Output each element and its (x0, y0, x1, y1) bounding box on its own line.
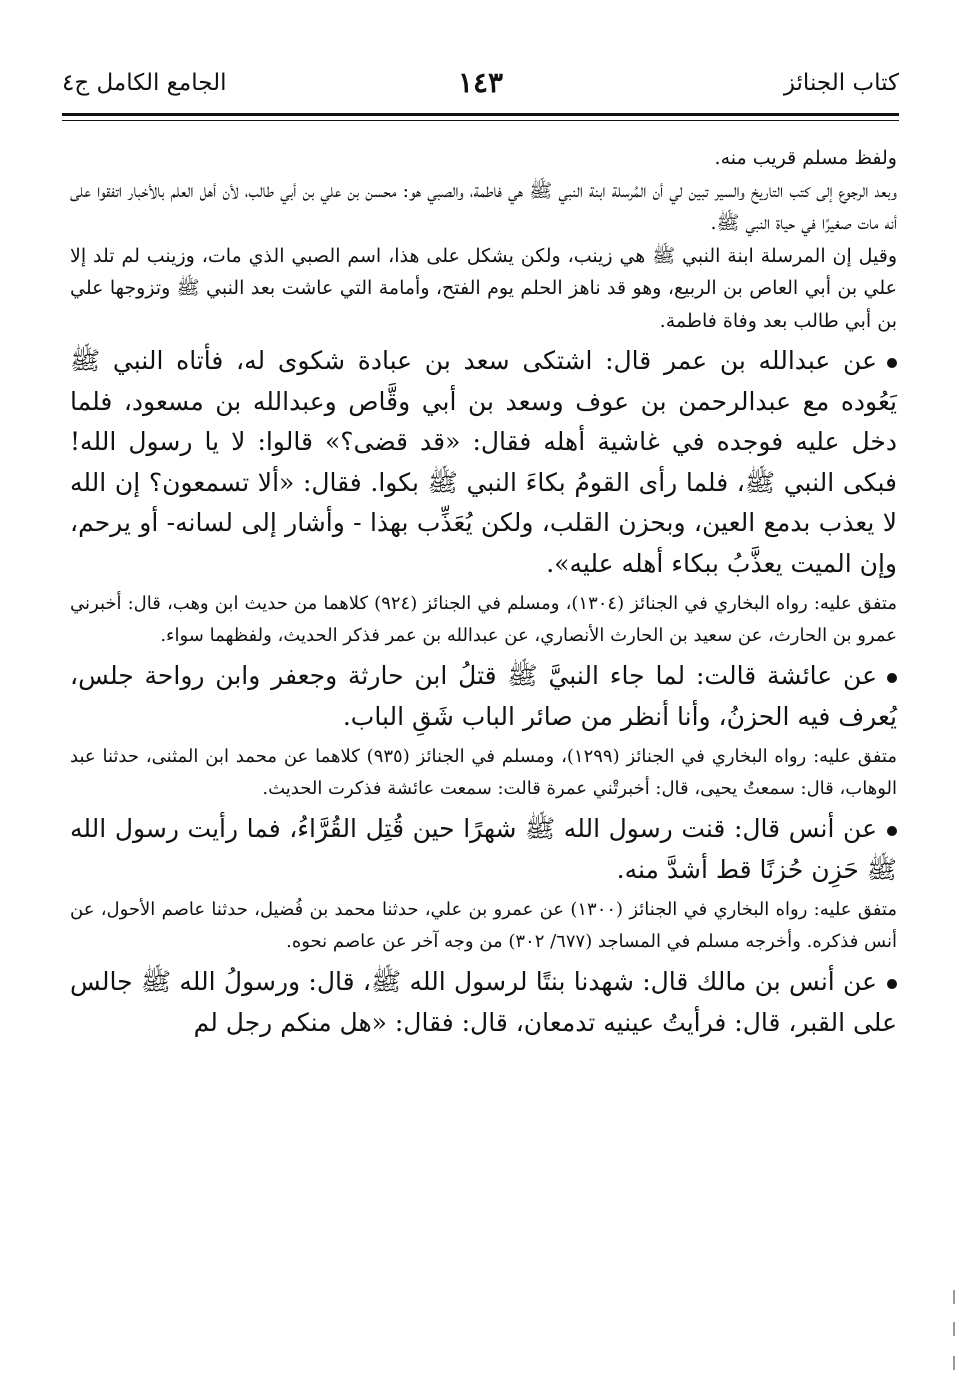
page-body (70, 142, 897, 1043)
body-paragraph: ولفظ مسلم قريب منه. (714, 147, 897, 169)
source-note: متفق عليه: رواه البخاري في الجنائز (١٣٠٤)، ومسلم في الجنائز (٩٢٤) كلاهما من حديث ابن وهب، قال: أخبرني عمرو بن الحارث، عن سعيد بن الحارث الأنصاري، عن عبدالله بن عمر فذكر الحديث، ولفظهما سواء. (70, 593, 897, 646)
bullet-icon (887, 979, 897, 989)
chapter-title: كتاب الجنائز (783, 70, 899, 96)
body-paragraph: وبعد الرجوع إلى كتب التاريخ والسير تبين لي أن المُرسلة ابنة النبي ﷺ هي فاطمة، والصبي هو: محسن بن علي بن أبي طالب، لأن أهل العلم بالأخبار اتفقوا على أنه مات صغيرًا في حياة النبي ﷺ. (70, 179, 897, 234)
book-title: الجامع الكامل ج٤ (62, 70, 227, 96)
bullet-icon (887, 826, 897, 836)
hadith-paragraph (70, 656, 897, 737)
scan-edge-mark (953, 1290, 955, 1304)
scan-edge-mark (953, 1322, 955, 1336)
hadith-text: عن أنس بن مالك قال: شهدنا بنتًا لرسول الله ﷺ، قال: ورسولُ الله ﷺ جالس على القبر، قال: فرأيتُ عينيه تدمعان، قال: فقال: «هل منكم رجل لم (70, 967, 897, 1037)
hadith-text: عن أنس قال: قنت رسول الله ﷺ شهرًا حين قُتِل القُرَّاءُ، فما رأيت رسول الله ﷺ حَزِن حُزنًا قط أشدَّ منه. (70, 814, 897, 884)
hadith-paragraph (70, 962, 897, 1043)
hadith-paragraph (70, 809, 897, 890)
hadith-text: عن عائشة قالت: لما جاء النبيَّ ﷺ قتلُ ابن حارثة وجعفر وابن رواحة جلس، يُعرف فيه الحزنُ، وأنا أنظر من صائر الباب شَقِ الباب. (70, 661, 897, 731)
bullet-icon (887, 673, 897, 683)
hadith-text: عن عبدالله بن عمر قال: اشتكى سعد بن عبادة شكوى له، فأتاه النبي ﷺ يَعُوده مع عبدالرحمن بن عوف وسعد بن أبي وقَّاص وعبدالله بن مسعود، فلما دخل عليه فوجده في غاشية أهله فقال: «قد قضى؟» قالوا: لا يا رسول الله! فبكى النبي ﷺ، فلما رأى القومُ بكاءَ النبي ﷺ بكوا. فقال: «ألا تسمعون؟ إن الله لا يعذب بدمع العين، وبحزن القلب، ولكن يُعَذِّب بهذا - وأشار إلى لسانه- أو يرحم، وإن الميت يعذَّبُ ببكاء أهله عليه». (70, 346, 897, 578)
scan-edge-mark (953, 1356, 955, 1370)
page-header (62, 66, 899, 102)
source-note: متفق عليه: رواه البخاري في الجنائز (١٣٠٠) عن عمرو بن علي، حدثنا محمد بن فُضيل، حدثنا عاصم الأحول، عن أنس فذكره. وأخرجه مسلم في المساجد (٦٧٧/ ٣٠٢) من وجه آخر عن عاصم نحوه. (70, 899, 898, 952)
header-rule-thin (62, 120, 899, 121)
header-rule-thick (62, 113, 899, 116)
bullet-icon (887, 358, 897, 368)
body-paragraph: وقيل إن المرسلة ابنة النبي ﷺ هي زينب، ولكن يشكل على هذا، اسم الصبي الذي مات، وزينب لم تلد إلا علي بن أبي العاص بن الربيع، وهو قد ناهز الحلم يوم الفتح، وأمامة التي عاشت بعد النبي ﷺ وتزوجها علي بن أبي طالب بعد وفاة فاطمة. (70, 244, 897, 332)
source-note: متفق عليه: رواه البخاري في الجنائز (١٢٩٩)، ومسلم في الجنائز (٩٣٥) كلاهما عن محمد ابن المثنى، حدثنا عبد الوهاب، قال: سمعتُ يحيى، قال: أخبرتْني عمرة قالت: سمعت عائشة فذكرت الحديث. (70, 746, 898, 799)
hadith-paragraph (70, 341, 897, 584)
page-number: ١٤٣ (457, 66, 504, 99)
